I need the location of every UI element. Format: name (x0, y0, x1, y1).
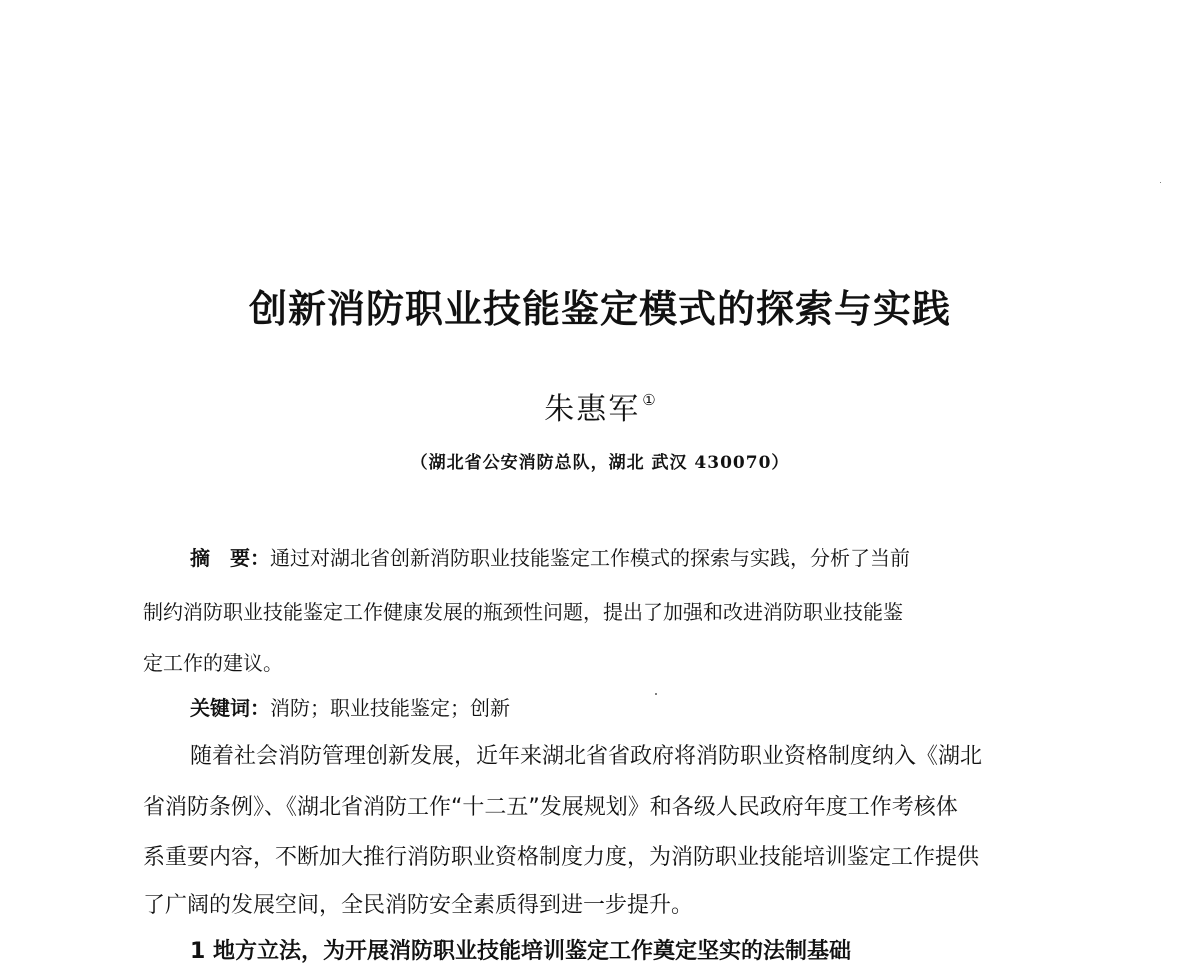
body-line-1: 随着社会消防管理创新发展，近年来湖北省省政府将消防职业资格制度纳入《湖北 (190, 744, 983, 769)
abstract-label: 摘 要： (190, 546, 270, 570)
keywords-text: 消防；职业技能鉴定；创新 (270, 696, 510, 720)
scan-speck (655, 693, 657, 695)
body-line-3: 系重要内容，不断加大推行消防职业资格制度力度，为消防职业技能培训鉴定工作提供 (143, 845, 980, 870)
author-footnote-mark: ① (642, 391, 656, 409)
abstract-text-1: 通过对湖北省创新消防职业技能鉴定工作模式的探索与实践，分析了当前 (270, 546, 910, 570)
abstract-line-2: 制约消防职业技能鉴定工作健康发展的瓶颈性问题，提出了加强和改进消防职业技能鉴 (143, 600, 903, 624)
author-line (0, 384, 1200, 428)
body-line-2: 省消防条例》、《湖北省消防工作“十二五”发展规划》和各级人民政府年度工作考核体 (143, 795, 958, 820)
section-heading-1: 1 地方立法，为开展消防职业技能培训鉴定工作奠定坚实的法制基础 (190, 939, 851, 964)
abstract-line-1 (190, 542, 910, 571)
paper-title: 创新消防职业技能鉴定模式的探索与实践 (248, 287, 951, 331)
keywords-line (190, 692, 510, 721)
keywords-label: 关键词： (190, 696, 270, 720)
author-affiliation: （湖北省公安消防总队，湖北 武汉 430070） (410, 453, 790, 473)
scan-speck (1160, 182, 1161, 183)
body-line-4: 了广阔的发展空间，全民消防安全素质得到进一步提升。 (143, 893, 694, 918)
abstract-line-3: 定工作的建议。 (143, 651, 283, 675)
author-name: 朱惠军 (544, 392, 641, 427)
